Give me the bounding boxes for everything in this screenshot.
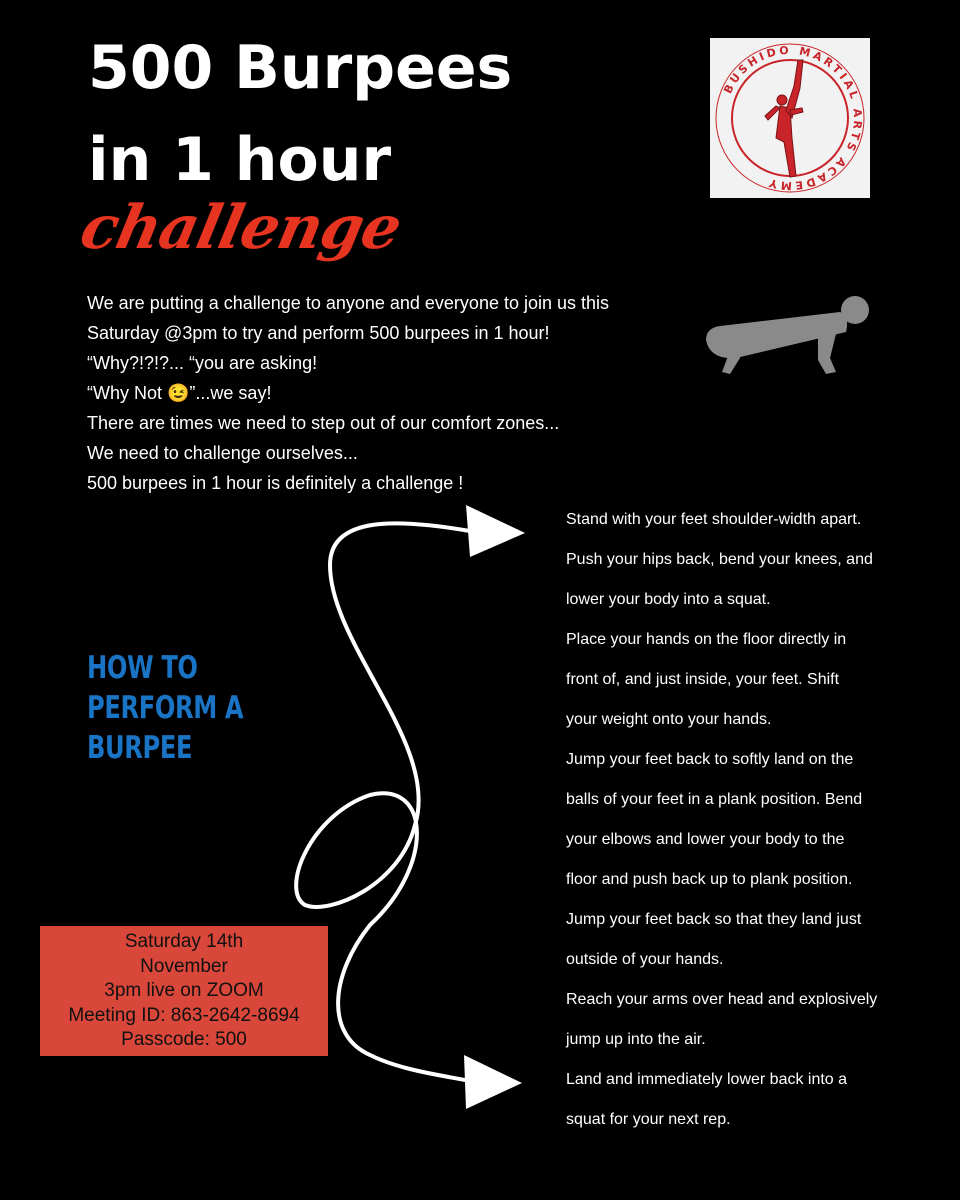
intro-line: “Why Not 😉”...we say!: [87, 383, 272, 403]
step-line: squat for your next rep.: [566, 1111, 731, 1128]
intro-text: [87, 288, 687, 498]
intro-line: There are times we need to step out of our comfort zones...: [87, 413, 560, 433]
step-line: lower your body into a squat.: [566, 591, 771, 608]
step-line: Stand with your feet shoulder-width apart.: [566, 511, 862, 528]
title-line-1: 500 Burpees: [88, 33, 513, 103]
howto-heading: [87, 648, 243, 768]
step-line: Place your hands on the floor directly in: [566, 631, 847, 648]
step-line: Land and immediately lower back into a: [566, 1071, 848, 1088]
intro-line: 500 burpees in 1 hour is definitely a challenge !: [87, 473, 464, 493]
academy-logo: [710, 38, 870, 198]
howto-line: PERFORM A: [87, 690, 244, 726]
event-line: 3pm live on ZOOM: [104, 980, 264, 1001]
title-line-2: in 1 hour: [88, 125, 392, 195]
intro-line: We are putting a challenge to anyone and everyone to join us this: [87, 293, 610, 313]
burpee-steps: [566, 500, 956, 1140]
step-line: balls of your feet in a plank position. Bend: [566, 791, 863, 808]
step-line: jump up into the air.: [566, 1031, 706, 1048]
step-line: outside of your hands.: [566, 951, 724, 968]
step-line: Push your hips back, bend your knees, and: [566, 551, 873, 568]
subtitle-challenge: challenge: [74, 193, 407, 263]
step-line: Jump your feet back so that they land just: [566, 911, 862, 928]
intro-line: Saturday @3pm to try and perform 500 burpees in 1 hour!: [87, 323, 550, 343]
event-line: November: [140, 955, 228, 977]
step-line: Jump your feet back to softly land on the: [566, 751, 854, 768]
event-details-box: [40, 926, 328, 1056]
event-line: Saturday 14th: [124, 931, 244, 952]
step-line: your elbows and lower your body to the: [566, 831, 845, 848]
logo-text: BUSHIDO MARTIAL ARTS ACADEMY: [721, 43, 865, 193]
event-line: Passcode: 500: [121, 1029, 247, 1050]
step-line: Reach your arms over head and explosively: [566, 991, 878, 1008]
step-line: floor and push back up to plank position.: [566, 871, 853, 888]
howto-line: BURPEE: [87, 730, 193, 766]
step-line: your weight onto your hands.: [566, 711, 772, 728]
howto-line: HOW TO: [87, 650, 198, 686]
intro-line: We need to challenge ourselves...: [87, 443, 358, 463]
step-line: front of, and just inside, your feet. Shift: [566, 671, 840, 688]
event-line: Meeting ID: 863-2642-8694: [68, 1004, 300, 1026]
intro-line: “Why?!?!?... “you are asking!: [87, 353, 318, 373]
martial-arts-kick-icon: [710, 38, 870, 198]
plank-figure-icon: [700, 288, 880, 378]
